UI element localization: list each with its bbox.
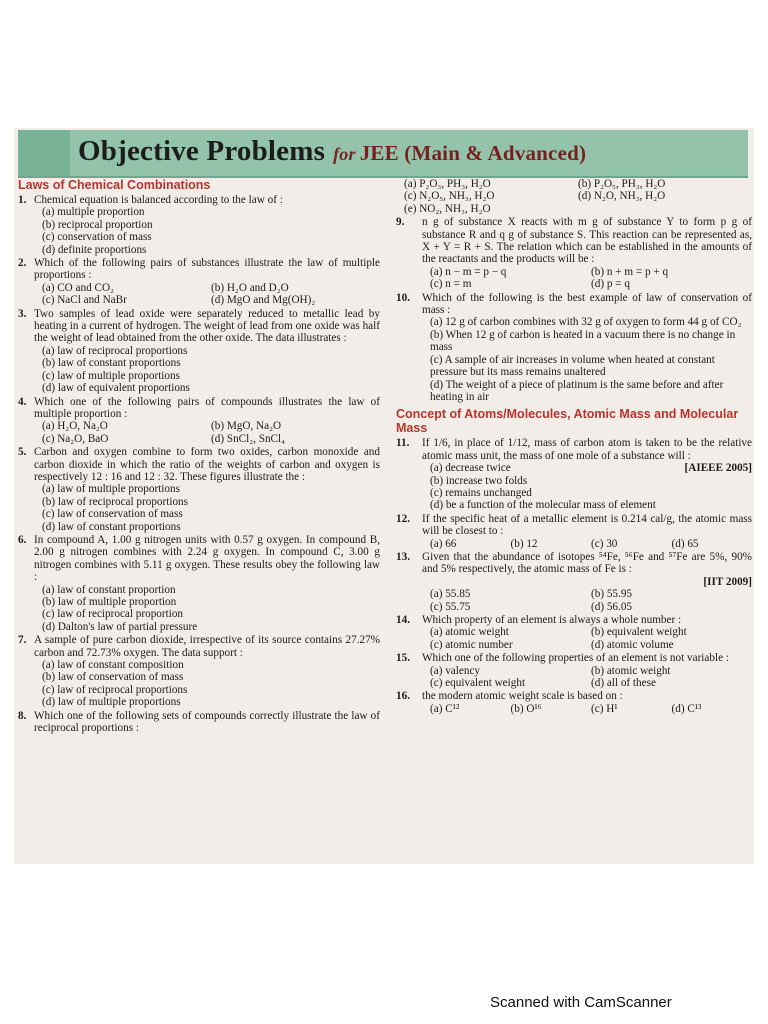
question-1: 1. Chemical equation is balanced according to the law of : (a) multiple proportion (b) reciprocal proportion (c) conservation of mass (d) definite proportions xyxy=(18,194,283,256)
question-13: 13. Given that the abundance of isotopes ⁵⁴Fe, ⁵⁶Fe and ⁵⁷Fe are 5%, 90% and 5% respectively, the atomic mass of Fe is : [IIT 2009] (a) 55.85 (b) 55.95 (c) 55.75 (d) 56.05 xyxy=(396,550,752,613)
question-2: 2. Which of the following pairs of substances illustrate the law of multiple proportions : (a) CO and CO₂ (b) H₂O and D₂O (c) NaCl and NaBr (d) MgO and Mg(OH)₂ xyxy=(18,257,380,307)
question-3: 3. Two samples of lead oxide were separately reduced to metallic lead by heating in a current of hydrogen. The weight of lead from one oxide was half the weight of lead obtained from the other oxide. The data illustrates : (a) law of reciprocal proportions (b) law of constant proportions (c) law of multiple proportions (d) law of equivalent proportions xyxy=(18,307,380,395)
section-heading-atoms: Concept of Atoms/Molecules, Atomic Mass and Molecular Mass xyxy=(396,407,739,436)
textbook-page xyxy=(14,128,754,864)
question-6: 6. In compound A, 1.00 g nitrogen units with 0.57 g oxygen. In compound B, 2.00 g nitrogen combines with 2.24 g oxygen. In compound C, 3.00 g nitrogen combines with 5.11 g oxygen. These results obey the following law : (a) law of constant proportion (b) law of multiple proportion (c) law of reciprocal proportion (d) Dalton's law of partial pressure xyxy=(18,533,380,633)
question-14: 14. Which property of an element is always a whole number : (a) atomic weight (b) equivalent weight (c) atomic number (d) atomic volume xyxy=(396,614,687,651)
left-column xyxy=(18,178,380,734)
question-5: 5. Carbon and oxygen combine to form two oxides, carbon monoxide and carbon dioxide in which the ratio of the weights of carbon and oxygen is respectively 12 : 16 and 12 : 32. These figures illustrate the : (a) law of multiple proportions (b) law of reciprocal proportions (c) law of conservation of mass (d) law of constant proportions xyxy=(18,446,380,533)
exam-tag: [AIEEE 2005] xyxy=(684,462,752,475)
question-7: 7. A sample of pure carbon dioxide, irrespective of its source contains 27.27% carbon and 72.73% oxygen. The data support : (a) law of constant composition (b) law of conservation of mass (c) law of reciprocal proportions (d) law of multiple proportions xyxy=(18,634,380,709)
question-11: 11. If 1/6, in place of 1/12, mass of carbon atom is taken to be the relative atomic mass unit, the mass of one mole of a substance will : [AIEEE 2005] (a) decrease twice (b) increase two folds (c) remains unchanged (d) be a function of the molecular mass of element xyxy=(396,437,752,512)
right-column xyxy=(396,178,752,715)
question-15: 15. Which one of the following properties of an element is not variable : (a) valency (b) atomic weight (c) equivalent weight (d) all of these xyxy=(396,652,729,690)
question-8-options: (a) P₂O₃, PH₃, H₂O (b) P₂O₅, PH₃, H₂O (c) N₂O₅, NH₃, H₂O (d) N₂O, NH₃, H₂O (e) NO₂, NH₃, H₂O xyxy=(404,178,666,215)
exam-tag: [IIT 2009] xyxy=(703,575,752,588)
question-16: 16. the modern atomic weight scale is based on : (a) C¹² (b) O¹⁶ (c) H¹ (d) C¹³ xyxy=(396,690,702,715)
title-banner xyxy=(18,130,748,178)
page-title: Objective Problems for JEE (Main & Advanced) xyxy=(78,135,587,167)
section-heading: Laws of Chemical Combinations xyxy=(18,178,211,192)
question-12: 12. If the specific heat of a metallic element is 0.214 cal/g, the atomic mass will be closest to : (a) 66 (b) 12 (c) 30 (d) 65 xyxy=(396,512,752,550)
banner-stripe xyxy=(18,130,70,176)
question-10: 10. Which of the following is the best example of law of conservation of mass : (a) 12 g of carbon combines with 32 g of oxygen to form 44 g of CO₂ (b) When 12 g of carbon is heated in a vacuum there is no change in mass (c) A sample of air increases in volume when heated at constant pressure but its mass remains unaltered (d) The weight of a piece of platinum is the same before and after heating in air xyxy=(396,291,752,403)
question-9: 9. n g of substance X reacts with m g of substance Y to form p g of substance R and q g of substance S. This reaction can be represented as, X + Y = R + S. The relation which can be established in the amounts of the reactants and the products will be : (a) n − m = p − q (b) n + m = p + q (c) n = m (d) p = q xyxy=(396,216,752,291)
scanner-watermark: Scanned with CamScanner xyxy=(490,994,672,1011)
question-4: 4. Which one of the following pairs of compounds illustrates the law of multiple proportion : (a) H₂O, Na₂O (b) MgO, Na₂O (c) Na₂O, BaO (d) SnCl₂, SnCl₄ xyxy=(18,395,380,445)
question-8: 8. Which one of the following sets of compounds correctly illustrate the law of reciprocal proportions : xyxy=(18,709,380,735)
